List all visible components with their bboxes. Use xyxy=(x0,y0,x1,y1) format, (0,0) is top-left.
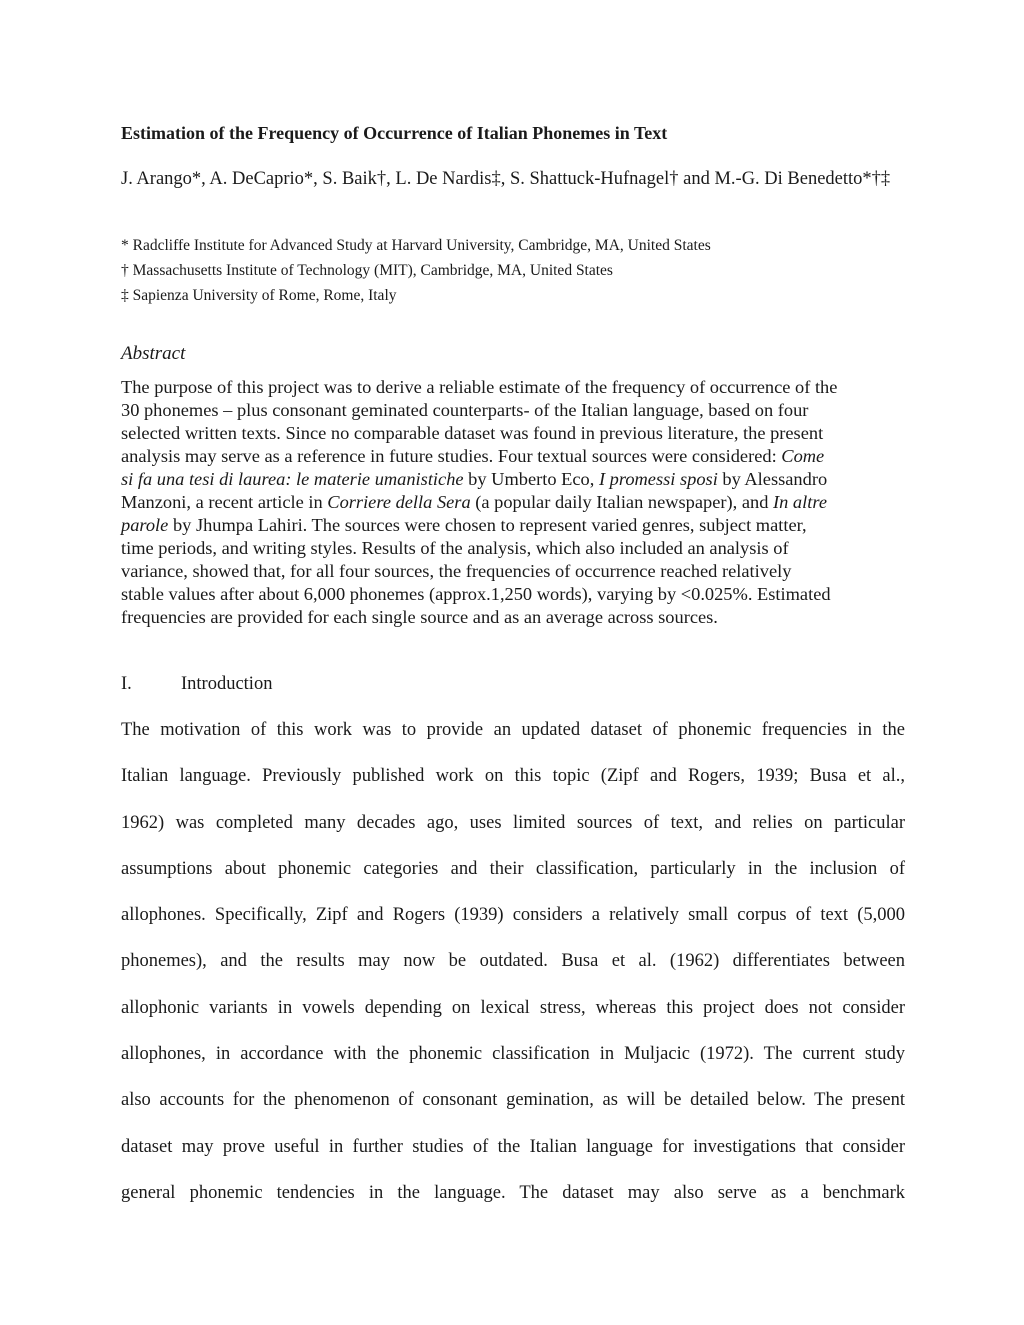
section-heading-introduction xyxy=(121,673,272,696)
abstract-fragment: by Umberto Eco, xyxy=(468,469,595,489)
source-title: si fa una tesi di laurea: le materie umanistiche xyxy=(121,469,464,489)
source-title: parole xyxy=(121,515,169,535)
source-title: In altre xyxy=(773,492,827,512)
abstract-line: 30 phonemes – plus consonant geminated counterparts- of the Italian language, based on four xyxy=(121,400,809,420)
intro-line: general phonemic tendencies in the language. The dataset may also serve as a benchmark xyxy=(121,1182,905,1203)
intro-line: 1962) was completed many decades ago, uses limited sources of text, and relies on particular xyxy=(121,812,905,833)
intro-line: Italian language. Previously published work on this topic (Zipf and Rogers, 1939; Busa et al., xyxy=(121,766,905,787)
abstract-heading: Abstract xyxy=(121,343,186,364)
abstract-fragment: Manzoni, a recent article in xyxy=(121,492,323,512)
source-title: Come xyxy=(781,446,825,466)
abstract-line: stable values after about 6,000 phonemes (approx.1,250 words), varying by <0.025%. Estimated xyxy=(121,584,831,604)
abstract-text xyxy=(121,376,905,629)
author-list: J. Arango*, A. DeCaprio*, S. Baik†, L. De Nardis‡, S. Shattuck-Hufnagel† and M.-G. Di Benedetto*†‡ xyxy=(121,169,891,189)
abstract-fragment: analysis may serve as a reference in future studies. Four textual sources were considered: xyxy=(121,446,777,466)
source-title: Corriere della Sera xyxy=(327,492,471,512)
abstract-fragment: (a popular daily Italian newspaper), and xyxy=(475,492,769,512)
abstract-fragment: by Jhumpa Lahiri. The sources were chosen to represent varied genres, subject matter, xyxy=(172,515,807,535)
intro-line: also accounts for the phenomenon of consonant gemination, as will be detailed below. The present xyxy=(121,1090,905,1111)
abstract-line: The purpose of this project was to derive a reliable estimate of the frequency of occurrence of the xyxy=(121,377,838,397)
abstract-line: selected written texts. Since no comparable dataset was found in previous literature, the present xyxy=(121,423,824,443)
abstract-line xyxy=(121,514,905,537)
affiliation-mit: † Massachusetts Institute of Technology (MIT), Cambridge, MA, United States xyxy=(121,262,613,279)
intro-line: allophones. Specifically, Zipf and Rogers (1939) considers a relatively small corpus of text (5,000 xyxy=(121,905,905,926)
introduction-text xyxy=(121,719,905,1228)
intro-line: assumptions about phonemic categories and their classification, particularly in the inclusion of xyxy=(121,858,905,879)
affiliation-radcliffe: * Radcliffe Institute for Advanced Study at Harvard University, Cambridge, MA, United States xyxy=(121,237,711,254)
intro-line: allophonic variants in vowels depending on lexical stress, whereas this project does not consider xyxy=(121,997,905,1018)
abstract-line: time periods, and writing styles. Results of the analysis, which also included an analysis of xyxy=(121,538,789,558)
abstract-line: variance, showed that, for all four sources, the frequencies of occurrence reached relatively xyxy=(121,561,792,581)
intro-line: The motivation of this work was to provide an updated dataset of phonemic frequencies in the xyxy=(121,720,905,740)
abstract-line xyxy=(121,445,905,468)
intro-line: phonemes), and the results may now be outdated. Busa et al. (1962) differentiates between xyxy=(121,951,905,972)
section-title: Introduction xyxy=(181,674,273,694)
paper-title: Estimation of the Frequency of Occurrence of Italian Phonemes in Text xyxy=(121,123,668,143)
intro-line: dataset may prove useful in further studies of the Italian language for investigations that consider xyxy=(121,1136,905,1157)
abstract-line xyxy=(121,468,905,491)
abstract-line: frequencies are provided for each single source and as an average across sources. xyxy=(121,607,718,627)
abstract-line xyxy=(121,491,905,514)
abstract-fragment: by Alessandro xyxy=(722,469,828,489)
intro-line: allophones, in accordance with the phonemic classification in Muljacic (1972). The current study xyxy=(121,1044,905,1065)
affiliation-sapienza: ‡ Sapienza University of Rome, Rome, Italy xyxy=(121,287,397,304)
section-number: I. xyxy=(121,674,132,694)
source-title: I promessi sposi xyxy=(598,469,718,489)
